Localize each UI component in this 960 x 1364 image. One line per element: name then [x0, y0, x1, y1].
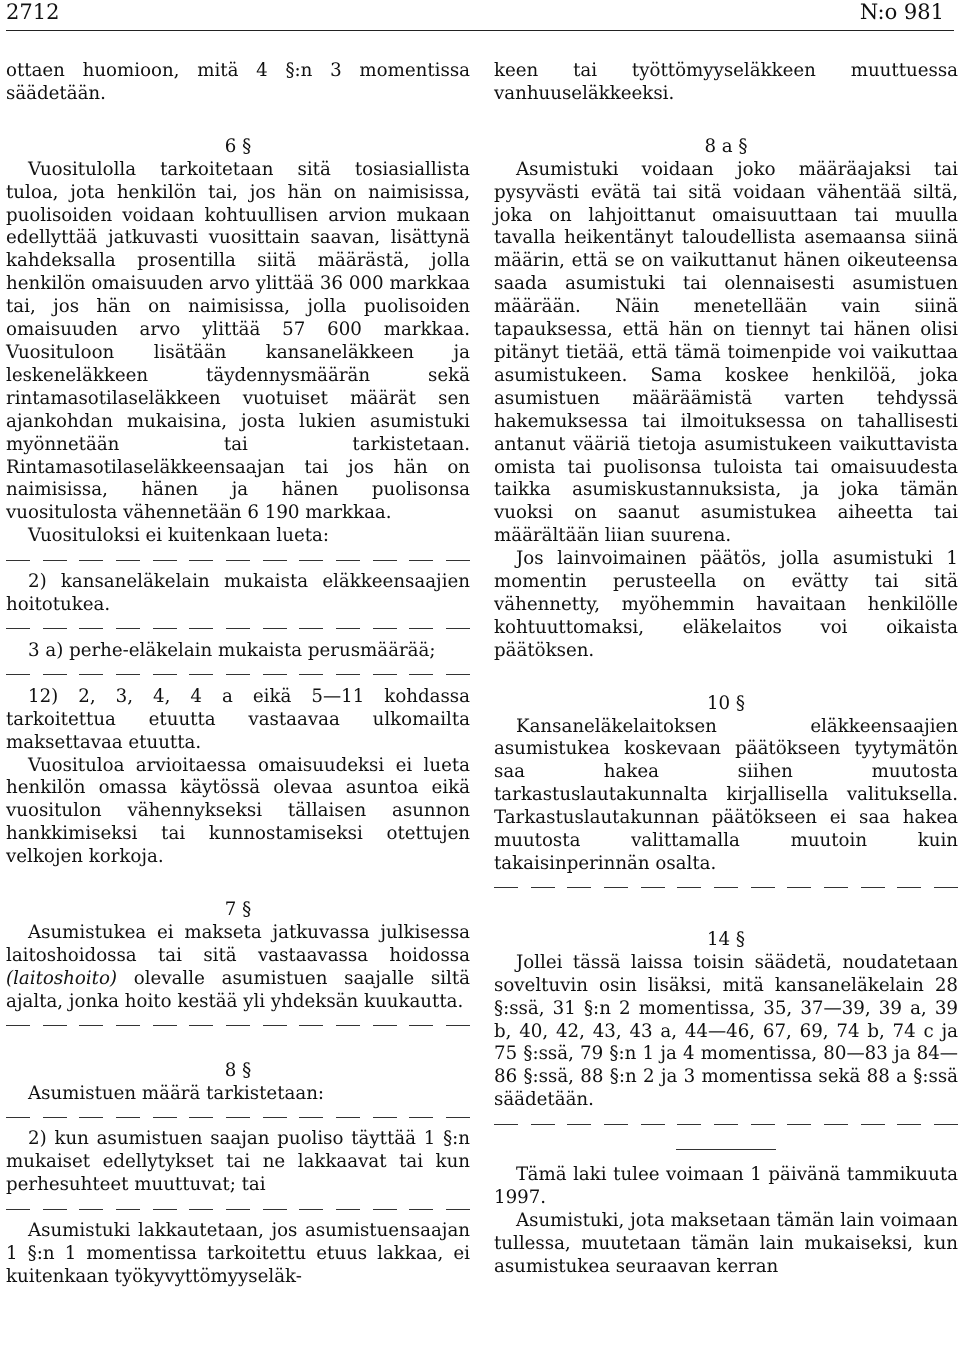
omission-dashes: [6, 663, 470, 686]
omission-dashes: [6, 1014, 470, 1037]
section-8-item-2: 2) kun asumistuen saajan puoliso täyttää 1 §:n mukaiset edellytykset tai ne lakkaavat tai kun perhesuhteet muuttuvat; tai: [6, 1128, 470, 1196]
paragraph-continuation: ottaen huomioon, mitä 4 §:n 3 momentissa säädetään.: [6, 60, 470, 104]
section-10-heading: 10 §: [706, 692, 746, 714]
omission-dashes: [6, 617, 470, 640]
section-6-paragraph-2: Vuosituloksi ei kuitenkaan lueta:: [28, 525, 329, 547]
header-rule: [6, 30, 954, 31]
omission-dashes: [6, 1197, 470, 1220]
statute-number: N:o 981: [859, 0, 944, 24]
transitional-paragraph: Asumistuki, jota maksetaan tämän lain voimaan tullessa, muutetaan tämän lain mukaiseksi, kun asumistukea seuraavan kerran: [494, 1209, 958, 1277]
page-header: [6, 0, 954, 30]
paragraph-continuation: keen tai työttömyyseläkkeen muuttuessa vanhuuseläkkeeksi.: [494, 60, 958, 104]
section-8-paragraph-1: Asumistuen määrä tarkistetaan:: [28, 1082, 325, 1104]
section-7-text-a: Asumistukea ei makseta jatkuvassa julkisessa laitoshoidossa tai sitä vastaavassa hoidossa: [6, 922, 470, 966]
section-7-term-italic: (laitoshoito): [6, 967, 117, 989]
section-6-paragraph-3: Vuosituloa arvioitaessa omaisuudeksi ei lueta henkilön omassa käytössä olevaa asuntoa eikä vuositulon vähennykseksi tällaisen asunnon hankkimiseksi tai kunnostamiseksi otettujen velkojen korkoja.: [6, 754, 470, 868]
omission-dashes: [6, 1105, 470, 1128]
section-6-item-12: 12) 2, 3, 4, 4 a eikä 5—11 kohdassa tarkoitettua etuutta vastaavaa ulkomailta maksettavaa etuutta.: [6, 685, 470, 753]
page-number: 2712: [6, 0, 60, 24]
section-8-paragraph-2: Asumistuki lakkautetaan, jos asumistuensaajan 1 §:n 1 momentissa tarkoitettu etuus lakkaa, ei kuitenkaan työkyvyttömyyseläk-: [6, 1220, 470, 1287]
section-7-heading: 7 §: [224, 899, 252, 921]
entry-into-force-paragraph: Tämä laki tulee voimaan 1 päivänä tammikuuta 1997.: [494, 1164, 958, 1209]
right-column: [494, 60, 958, 1279]
section-8a-paragraph-1: Asumistuki voidaan joko määräajaksi tai pysyvästi evätä tai sitä voidaan vähentää siltä, joka on lahjoittanut omaisuuttaan tai muulla tavalla heikentänyt taloudellista asemaansa siinä määrin, että se on vaikuttanut hänen oikeuteensa saada asumistuki tai olennaisesti asumistuen määrään. Näin menetellään vain siinä tapauksessa, että hän on tiennyt tai hänen olisi pitänyt tietää, että tämä toimenpide voi vaikuttaa asumistukeen. Sama koskee henkilöä, joka asumistuen määräämistä varten tehdyssä hakemuksessa tai ilmoituksessa on tahallisesti antanut vääriä tietoja asumistukeen vaikuttavista omista tai puolisonsa tuloista tai omaisuudesta taikka asumiskustannuksista, ja joka tämän vuoksi on saanut asumistukea aiheetta tai määrältään liian suurena.: [494, 158, 958, 547]
section-6-item-3a: 3 a) perhe-eläkelain mukaista perusmäärää;: [28, 639, 436, 661]
section-14-heading: 14 §: [706, 928, 746, 950]
section-14-paragraph-1: Jollei tässä laissa toisin säädetä, noudatetaan soveltuvin osin lisäksi, mitä kansaneläkelain 28 §:ssä, 31 §:n 2 momentissa, 35, 37—39, 39 a, 39 b, 40, 42, 43, 43 a, 44—46, 67, 69, 74 b, 74 c ja 75 §:ssä, 79 §:n 1 ja 4 momentissa, 80—83 ja 84—86 §:ssä, 88 §:n 2 ja 3 momentissa sekä 88 a §:ssä säädetään.: [494, 951, 958, 1111]
section-8a-heading: 8 a §: [704, 135, 748, 157]
section-10-paragraph-1: Kansaneläkelaitoksen eläkkeensaajien asumistukea koskevaan päätökseen tyytymätön saa hakea siihen muutosta tarkastuslautakunnalta kirjallisella valituksella. Tarkastuslautakunnan päätökseen ei saa hakea muutosta valittamalla muutoin kuin takaisinperinnän osalta.: [494, 715, 958, 874]
omission-dashes: [494, 876, 958, 899]
section-8a-paragraph-2: Jos lainvoimainen päätös, jolla asumistuki 1 momentin perusteella on evätty tai sitä vähennetty, myöhemmin havaitaan henkilölle kohtuuttomaksi, eläkelaitos voi oikaista päätöksen.: [494, 548, 958, 661]
section-7-paragraph-1: [6, 922, 470, 1014]
section-7-text-b: olevalle asumistuen saajalle siltä ajalta, jonka hoito kestää yli yhdeksän kuukautta.: [6, 967, 470, 1012]
section-6-paragraph-1: Vuositulolla tarkoitetaan sitä tosiasiallista tuloa, jota henkilön tai, jos hän on naimisissa, puolisoiden voidaan kohtuullisen arvion mukaan edellyttää jatkuvasti vuosittain saavan, lisättynä kahdeksalla prosentilla siitä määrästä, jolla henkilön omaisuuden arvo ylittää 36 000 markkaa tai, jos hän on naimisissa, jolla puolisoiden omaisuuden arvo ylittää 57 600 markkaa. Vuosituloon lisätään kansaneläkkeen ja leskeneläkkeen täydennysmäärän sekä rintamasotilaseläkkeen vuotuiset määrät sen ajankohdan mukaisina, josta lukien asumistuki myönnetään tai tarkistetaan. Rintamasotilaseläkkeensaajan tai jos hän on naimisissa, hänen ja hänen puolisonsa vuositulosta vähennetään 6 190 markkaa.: [6, 158, 470, 524]
section-8-heading: 8 §: [224, 1059, 252, 1081]
omission-dashes: [6, 548, 470, 571]
omission-dashes: [494, 1112, 958, 1135]
section-6-item-2: 2) kansaneläkelain mukaista eläkkeensaajien hoitotukea.: [6, 571, 470, 616]
closing-rule: [676, 1149, 776, 1150]
left-column: [6, 60, 470, 1289]
section-6-heading: 6 §: [224, 135, 252, 157]
